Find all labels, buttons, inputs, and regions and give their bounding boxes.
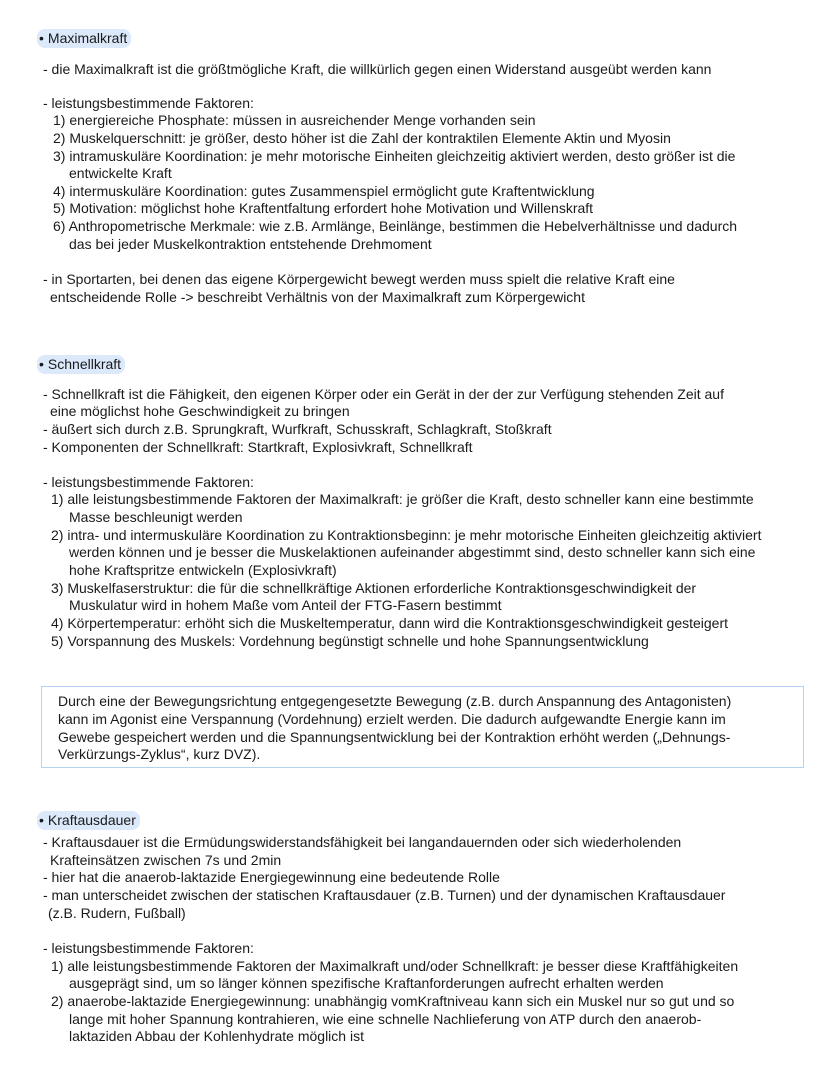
list-item-continuation: ausgeprägt sind, um so länger können spezifische Kraftanforderungen aufrecht erhalten werden — [69, 975, 664, 991]
section-heading-kraftausdauer — [37, 811, 140, 830]
text-line: - äußert sich durch z.B. Sprungkraft, Wurfkraft, Schusskraft, Schlagkraft, Stoßkraft — [43, 421, 552, 437]
text-line: - leistungsbestimmende Faktoren: — [43, 474, 254, 490]
bullet-icon: • — [39, 30, 44, 46]
list-item: 2) anaerobe-laktazide Energiegewinnung: unabhängig vomKraftniveau kann sich ein Muskel nur so gut und so — [51, 993, 735, 1009]
bullet-icon: • — [39, 812, 44, 828]
heading-text: Maximalkraft — [47, 30, 128, 46]
text-line: - leistungsbestimmende Faktoren: — [43, 940, 254, 956]
text-line-continuation: Krafteinsätzen zwischen 7s und 2min — [50, 852, 282, 868]
info-box-line: Gewebe gespeichert werden und die Spannungsentwicklung bei der Kontraktion erhöht werden („Dehnungs- — [58, 729, 731, 745]
info-box-line: Durch eine der Bewegungsrichtung entgegengesetzte Bewegung (z.B. durch Anspannung des Antagonisten) — [58, 693, 732, 709]
list-item: 6) Anthropometrische Merkmale: wie z.B. Armlänge, Beinlänge, bestimmen die Hebelverhältnisse und dadurch — [53, 218, 738, 234]
list-item: 4) Körpertemperatur: erhöht sich die Muskeltemperatur, dann wird die Kontraktionsgeschwindigkeit gesteigert — [51, 615, 729, 631]
list-item-continuation: entwickelte Kraft — [69, 165, 172, 181]
list-item: 1) alle leistungsbestimmende Faktoren der Maximalkraft: je größer die Kraft, desto schneller kann eine bestimmte — [51, 491, 754, 507]
section-heading-maximalkraft — [37, 29, 131, 48]
list-item: 2) Muskelquerschnitt: je größer, desto höher ist die Zahl der kontraktilen Elemente Aktin und Myosin — [53, 130, 671, 146]
bullet-icon: • — [39, 356, 44, 372]
text-line-continuation: eine möglichst hohe Geschwindigkeit zu bringen — [50, 403, 350, 419]
heading-text: Kraftausdauer — [47, 812, 136, 828]
list-item: 2) intra- und intermuskuläre Koordination zu Kontraktionsbeginn: je mehr motorische Einheiten gleichzeitig aktiviert — [51, 527, 762, 543]
list-item-continuation: Masse beschleunigt werden — [69, 509, 243, 525]
list-item-continuation: Muskulatur wird in hohem Maße vom Anteil der FTG-Fasern bestimmt — [69, 597, 502, 613]
text-line: - Kraftausdauer ist die Ermüdungswiderstandsfähigkeit bei langandauernden oder sich wiederholenden — [43, 834, 682, 850]
text-line-continuation: (z.B. Rudern, Fußball) — [48, 905, 186, 921]
list-item: 5) Motivation: möglichst hohe Kraftentfaltung erfordert hohe Motivation und Willenskraft — [53, 200, 594, 216]
list-item-continuation: hohe Kraftspritze entwickeln (Explosivkraft) — [69, 562, 337, 578]
text-line: - in Sportarten, bei denen das eigene Körpergewicht bewegt werden muss spielt die relative Kraft eine — [43, 271, 675, 287]
text-line: - hier hat die anaerob-laktazide Energiegewinnung eine bedeutende Rolle — [43, 869, 500, 885]
list-item: 1) alle leistungsbestimmende Faktoren der Maximalkraft und/oder Schnellkraft: je besser diese Kraftfähigkeiten — [51, 958, 739, 974]
list-item-continuation: lange mit hoher Spannung kontrahieren, wie eine schnelle Nachlieferung von ATP durch den anaerob- — [69, 1011, 702, 1027]
text-line: - Schnellkraft ist die Fähigkeit, den eigenen Körper oder ein Gerät in der der zur Verfügung stehenden Zeit auf — [43, 386, 724, 402]
list-item: 3) intramuskuläre Koordination: je mehr motorische Einheiten gleichzeitig aktiviert werden, desto größer ist die — [53, 148, 736, 164]
list-item-continuation: das bei jeder Muskelkontraktion entstehende Drehmoment — [69, 236, 432, 252]
list-item: 5) Vorspannung des Muskels: Vordehnung begünstigt schnelle und hohe Spannungsentwicklung — [51, 633, 649, 649]
list-item: 4) intermuskuläre Koordination: gutes Zusammenspiel ermöglicht gute Kraftentwicklung — [53, 183, 595, 199]
list-item: 3) Muskelfaserstruktur: die für die schnellkräftige Aktionen erforderliche Kontraktionsgeschwindigkeit der — [51, 580, 697, 596]
text-line-continuation: entscheidende Rolle -> beschreibt Verhältnis von der Maximalkraft zum Körpergewicht — [50, 289, 585, 305]
list-item-continuation: laktaziden Abbau der Kohlenhydrate möglich ist — [69, 1028, 364, 1044]
heading-text: Schnellkraft — [47, 356, 122, 372]
text-line: - Komponenten der Schnellkraft: Startkraft, Explosivkraft, Schnellkraft — [43, 439, 473, 455]
list-item-continuation: werden können und je besser die Muskelaktionen aufeinander abgestimmt sind, desto schneller kann sich eine — [69, 544, 756, 560]
info-box-line: Verkürzungs-Zyklus“, kurz DVZ). — [58, 746, 261, 762]
info-box-line: kann im Agonist eine Verspannung (Vordehnung) erzielt werden. Die dadurch aufgewandte Energie kann im — [58, 711, 726, 727]
list-item: 1) energiereiche Phosphate: müssen in ausreichender Menge vorhanden sein — [53, 112, 536, 128]
text-line: - die Maximalkraft ist die größtmögliche Kraft, die willkürlich gegen einen Widerstand ausgeübt werden kann — [43, 61, 712, 77]
text-line: - leistungsbestimmende Faktoren: — [43, 95, 254, 111]
text-line: - man unterscheidet zwischen der statischen Kraftausdauer (z.B. Turnen) und der dynamischen Kraftausdauer — [43, 887, 726, 903]
info-box — [41, 686, 804, 768]
section-heading-schnellkraft — [37, 355, 125, 374]
